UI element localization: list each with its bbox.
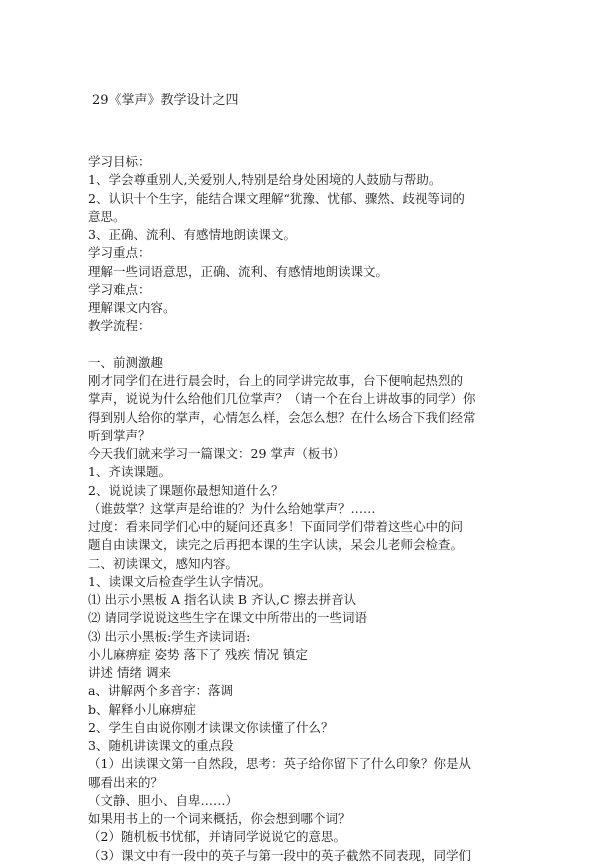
body-line: 学习重点： [88, 245, 151, 261]
body-line: 哪看出来的？ [88, 774, 164, 790]
body-line: 3、正确、流利、有感情地朗读课文。 [88, 227, 296, 242]
body-line: 理解一些词语意思，正确、流利、有感情地朗读课文。 [88, 263, 389, 279]
body-line: ⑴ 出示小黑板 A 指名认读 B 齐认,C 擦去拼音认 [88, 592, 357, 607]
body-line: ⑵ 请同学说说这些生字在课文中所带出的一些词语 [88, 610, 367, 626]
body-line: 掌声，说说为什么给他们几位掌声？（请一个在台上讲故事的同学）你 [88, 391, 476, 407]
body-line: 过度：看来同学们心中的疑问还真多！下面同学们带着这些心中的问 [88, 519, 464, 534]
body-line [88, 336, 488, 354]
body-line: a、讲解两个多音字：落调 [88, 683, 233, 699]
body-line: 2、说说读了课题你最想知道什么？ [88, 482, 284, 498]
body-line: 3、随机讲读课文的重点段 [88, 738, 234, 753]
body-line: 得到别人给你的掌声，心情怎么样，会怎么想？在什么场合下我们经常 [88, 409, 476, 425]
body-line: 学习难点： [88, 281, 151, 297]
body-line: 意思。 [88, 208, 126, 224]
body-line: 1、学会尊重别人,关爱别人,特别是给身处困境的人鼓励与帮助。 [88, 172, 442, 188]
body-line: 理解课文内容。 [88, 300, 176, 315]
body-line: 2、学生自由说你刚才读课文你读懂了什么？ [88, 719, 334, 735]
body-line: 1、读课文后检查学生认字情况。 [88, 573, 271, 589]
body-line: 一、前测激趣 [88, 354, 164, 370]
body-line: 今天我们就来学习一篇课文：29 掌声（板书） [88, 446, 346, 461]
body-line: （谁鼓掌？这掌声是给谁的？为什么给她掌声？…… [88, 500, 376, 516]
body-line: 1、齐读课题。 [88, 464, 171, 480]
body-line: 教学流程： [88, 318, 151, 334]
document-title: 29《掌声》教学设计之四 [92, 93, 239, 108]
document-body [88, 153, 488, 865]
body-line: 听到掌声？ [88, 427, 151, 443]
body-line: （文静、胆小、自卑……） [88, 792, 239, 808]
body-line: （3）课文中有一段中的英子与第一段中的英子截然不同表现，同学们 [88, 847, 471, 863]
body-line: 题自由读课文，读完之后再把本课的生字认读，呆会儿老师会检查。 [88, 537, 464, 553]
body-line: （1）出读课文第一自然段，思考：英子给你留下了什么印象？你是从 [88, 756, 471, 772]
body-line: （2）随机板书忧郁，并请同学说说它的意思。 [88, 829, 346, 845]
body-line: 小儿麻痹症 姿势 落下了 残疾 情况 镇定 [88, 646, 308, 662]
body-line: 讲述 情绪 调来 [88, 665, 171, 680]
body-line: 2、认识十个生字，能结合课文理解“犹豫、忧郁、骤然、歧视等词的 [88, 190, 465, 206]
body-line: 刚才同学们在进行晨会时，台上的同学讲完故事，台下便响起热烈的 [88, 373, 464, 388]
body-line: 学习目标： [88, 154, 151, 169]
body-line: b、解释小儿麻痹症 [88, 701, 197, 717]
body-line: 如果用书上的一个词来概括，你会想到哪个词？ [88, 811, 351, 826]
body-line: ⑶ 出示小黑板:学生齐读词语: [88, 628, 251, 644]
body-line: 二、初读课文，感知内容。 [88, 555, 239, 571]
